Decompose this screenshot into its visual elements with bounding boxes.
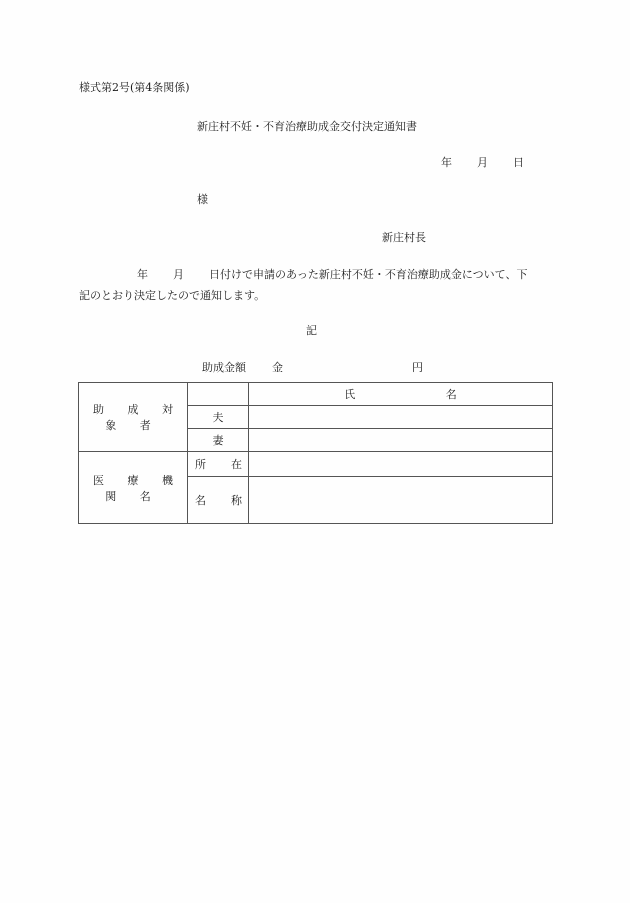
amount-suffix: 円 — [412, 361, 423, 374]
date-year: 年 — [441, 156, 452, 169]
addressee-suffix: 様 — [197, 193, 208, 206]
institution-name-label: 名 称 — [188, 476, 249, 523]
body-text-1: 日付けで申請のあった新庄村不妊・不育治療助成金について、下 — [209, 268, 528, 281]
name-header-cell: 氏 名 — [249, 383, 553, 406]
amount-prefix: 金 — [272, 361, 283, 374]
institution-label-cell: 医 療 機 関 名 — [79, 452, 188, 524]
wife-label: 妻 — [188, 429, 249, 452]
husband-label: 夫 — [188, 406, 249, 429]
body-month: 月 — [173, 268, 184, 281]
body-line-1 — [137, 268, 527, 282]
document-title: 新庄村不妊・不育治療助成金交付決定通知書 — [197, 120, 417, 133]
table-header-row — [79, 383, 553, 406]
issuer: 新庄村長 — [382, 231, 426, 244]
empty-header-cell — [188, 383, 249, 406]
institution-name-field[interactable] — [249, 476, 553, 523]
ki-heading: 記 — [306, 324, 317, 337]
recipient-label-cell: 助 成 対 象 者 — [79, 383, 188, 452]
body-year: 年 — [137, 268, 148, 281]
date-day: 日 — [513, 156, 524, 169]
location-label: 所 在 — [188, 452, 249, 476]
location-field[interactable] — [249, 452, 553, 476]
body-line-2: 記のとおり決定したので通知します。 — [79, 289, 266, 302]
husband-name-field[interactable] — [249, 406, 553, 429]
table-row — [79, 452, 553, 476]
issue-date — [441, 156, 524, 170]
date-month: 月 — [477, 156, 488, 169]
details-table — [78, 382, 553, 524]
amount-label: 助成金額 — [202, 361, 246, 374]
form-number: 様式第2号(第4条関係) — [79, 81, 190, 94]
wife-name-field[interactable] — [249, 429, 553, 452]
